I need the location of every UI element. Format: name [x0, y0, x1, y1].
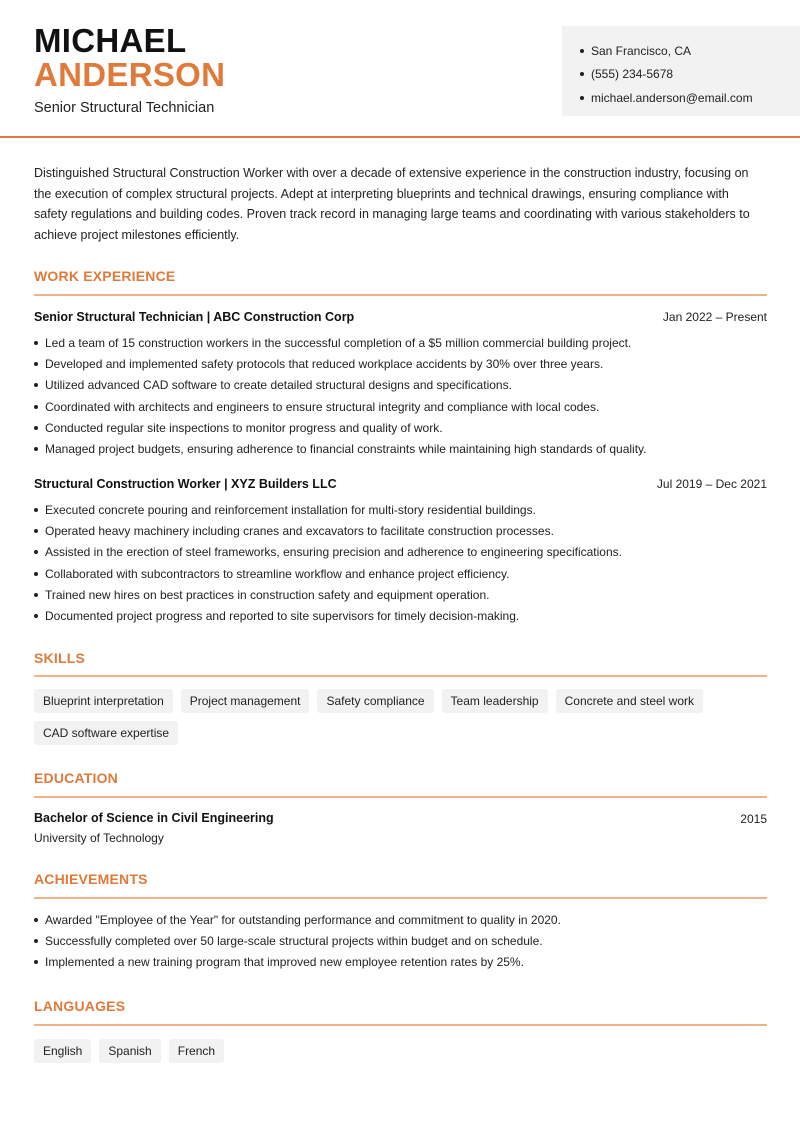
- section-title-education: EDUCATION: [34, 770, 118, 786]
- bullet-icon: [34, 447, 38, 451]
- language-chip: English: [34, 1039, 91, 1063]
- list-item-text: Documented project progress and reported to site supervisors for timely decision-making.: [45, 609, 520, 624]
- job-bullets-2: [34, 499, 767, 627]
- job-role: Senior Structural Technician | ABC Construction Corp: [34, 310, 355, 324]
- education-year: 2015: [740, 812, 767, 826]
- list-item: [34, 520, 767, 541]
- job-heading-2: [34, 477, 767, 491]
- skill-chip: Safety compliance: [317, 689, 433, 713]
- list-item-text: Coordinated with architects and engineers to ensure structural integrity and compliance with local codes.: [45, 399, 600, 414]
- section-divider: [34, 675, 767, 677]
- location-text: San Francisco, CA: [591, 43, 692, 58]
- bullet-icon: [34, 508, 38, 512]
- bullet-icon: [580, 96, 584, 100]
- section-divider: [34, 796, 767, 798]
- job-heading-1: [34, 310, 767, 324]
- skill-chip: Project management: [181, 689, 310, 713]
- email-text: michael.anderson@email.com: [591, 90, 753, 105]
- list-item: [34, 584, 767, 605]
- last-name: ANDERSON: [34, 56, 226, 93]
- list-item: [34, 353, 767, 374]
- bullet-icon: [580, 49, 584, 53]
- list-item: [34, 375, 767, 396]
- skill-chip: Concrete and steel work: [556, 689, 703, 713]
- section-divider: [34, 897, 767, 899]
- list-item-text: Awarded "Employee of the Year" for outstanding performance and commitment to quality in 2020.: [45, 912, 561, 927]
- list-item: [34, 396, 767, 417]
- job-dates: Jul 2019 – Dec 2021: [656, 477, 767, 491]
- list-item-text: Successfully completed over 50 large-scale structural projects within budget and on schedule.: [45, 933, 543, 948]
- achievements-list: [34, 909, 767, 973]
- contact-location: [580, 39, 800, 63]
- job-title: Senior Structural Technician: [34, 100, 215, 116]
- bullet-icon: [34, 960, 38, 964]
- language-chip: French: [169, 1039, 224, 1063]
- phone-text: (555) 234-5678: [591, 67, 674, 82]
- skill-chip: Blueprint interpretation: [34, 689, 173, 713]
- list-item: [34, 417, 767, 438]
- skill-chip: Team leadership: [442, 689, 548, 713]
- bullet-icon: [34, 529, 38, 533]
- list-item: [34, 563, 767, 584]
- list-item-text: Managed project budgets, ensuring adherence to financial constraints while maintaining high standards of quality.: [45, 442, 647, 457]
- list-item-text: Conducted regular site inspections to monitor progress and quality of work.: [45, 420, 443, 435]
- section-title-languages: LANGUAGES: [34, 998, 126, 1014]
- list-item-text: Led a team of 15 construction workers in the successful completion of a $5 million commercial building project.: [45, 335, 632, 350]
- job-role: Structural Construction Worker | XYZ Builders LLC: [34, 477, 337, 491]
- list-item: [34, 605, 767, 626]
- summary-paragraph: Distinguished Structural Construction Worker with over a decade of extensive experience in the construction industry, focusing on the execution of complex structural projects. Adept at interpreting blueprints and technical drawings, ensuring compliance with safety regulations and building codes. Proven track record in managing large teams and coordinating with various stakeholders to achieve project milestones efficiently.: [34, 166, 750, 242]
- skills-list: [34, 689, 767, 745]
- list-item: [34, 499, 767, 520]
- list-item: [34, 332, 767, 353]
- list-item-text: Assisted in the erection of steel frameworks, ensuring precision and adherence to engineering specifications.: [45, 545, 622, 560]
- section-title-skills: SKILLS: [34, 650, 85, 666]
- list-item: [34, 930, 767, 951]
- list-item: [34, 952, 767, 973]
- language-chip: Spanish: [99, 1039, 160, 1063]
- bullet-icon: [34, 939, 38, 943]
- section-title-achievements: ACHIEVEMENTS: [34, 871, 148, 887]
- contact-phone: [580, 63, 800, 87]
- bullet-icon: [34, 614, 38, 618]
- list-item-text: Operated heavy machinery including cranes and excavators to facilitate construction processes.: [45, 523, 554, 538]
- section-divider: [34, 1024, 767, 1026]
- bullet-icon: [34, 593, 38, 597]
- contact-email: [580, 86, 800, 110]
- list-item-text: Trained new hires on best practices in construction safety and equipment operation.: [45, 587, 490, 602]
- bullet-icon: [580, 72, 584, 76]
- job-bullets-1: [34, 332, 767, 460]
- list-item: [34, 909, 767, 930]
- contact-box: [562, 26, 800, 116]
- job-dates: Jan 2022 – Present: [662, 310, 767, 324]
- list-item-text: Implemented a new training program that improved new employee retention rates by 25%.: [45, 955, 524, 970]
- education-school: University of Technology: [34, 831, 164, 845]
- bullet-icon: [34, 918, 38, 922]
- list-item-text: Executed concrete pouring and reinforcement installation for multi-story residential buildings.: [45, 502, 536, 517]
- resume-header: [0, 0, 800, 138]
- list-item-text: Collaborated with subcontractors to streamline workflow and enhance project efficiency.: [45, 566, 510, 581]
- bullet-icon: [34, 550, 38, 554]
- skill-chip: CAD software expertise: [34, 721, 178, 745]
- bullet-icon: [34, 383, 38, 387]
- bullet-icon: [34, 405, 38, 409]
- section-title-work: WORK EXPERIENCE: [34, 268, 176, 284]
- list-item-text: Utilized advanced CAD software to create detailed structural designs and specifications.: [45, 378, 512, 393]
- section-divider: [34, 294, 767, 296]
- bullet-icon: [34, 426, 38, 430]
- list-item-text: Developed and implemented safety protocols that reduced workplace accidents by 30% over three years.: [45, 356, 604, 371]
- first-name: MICHAEL: [34, 22, 187, 59]
- education-degree: Bachelor of Science in Civil Engineering: [34, 811, 274, 825]
- bullet-icon: [34, 341, 38, 345]
- bullet-icon: [34, 572, 38, 576]
- languages-list: [34, 1039, 767, 1063]
- list-item: [34, 542, 767, 563]
- bullet-icon: [34, 362, 38, 366]
- list-item: [34, 438, 767, 459]
